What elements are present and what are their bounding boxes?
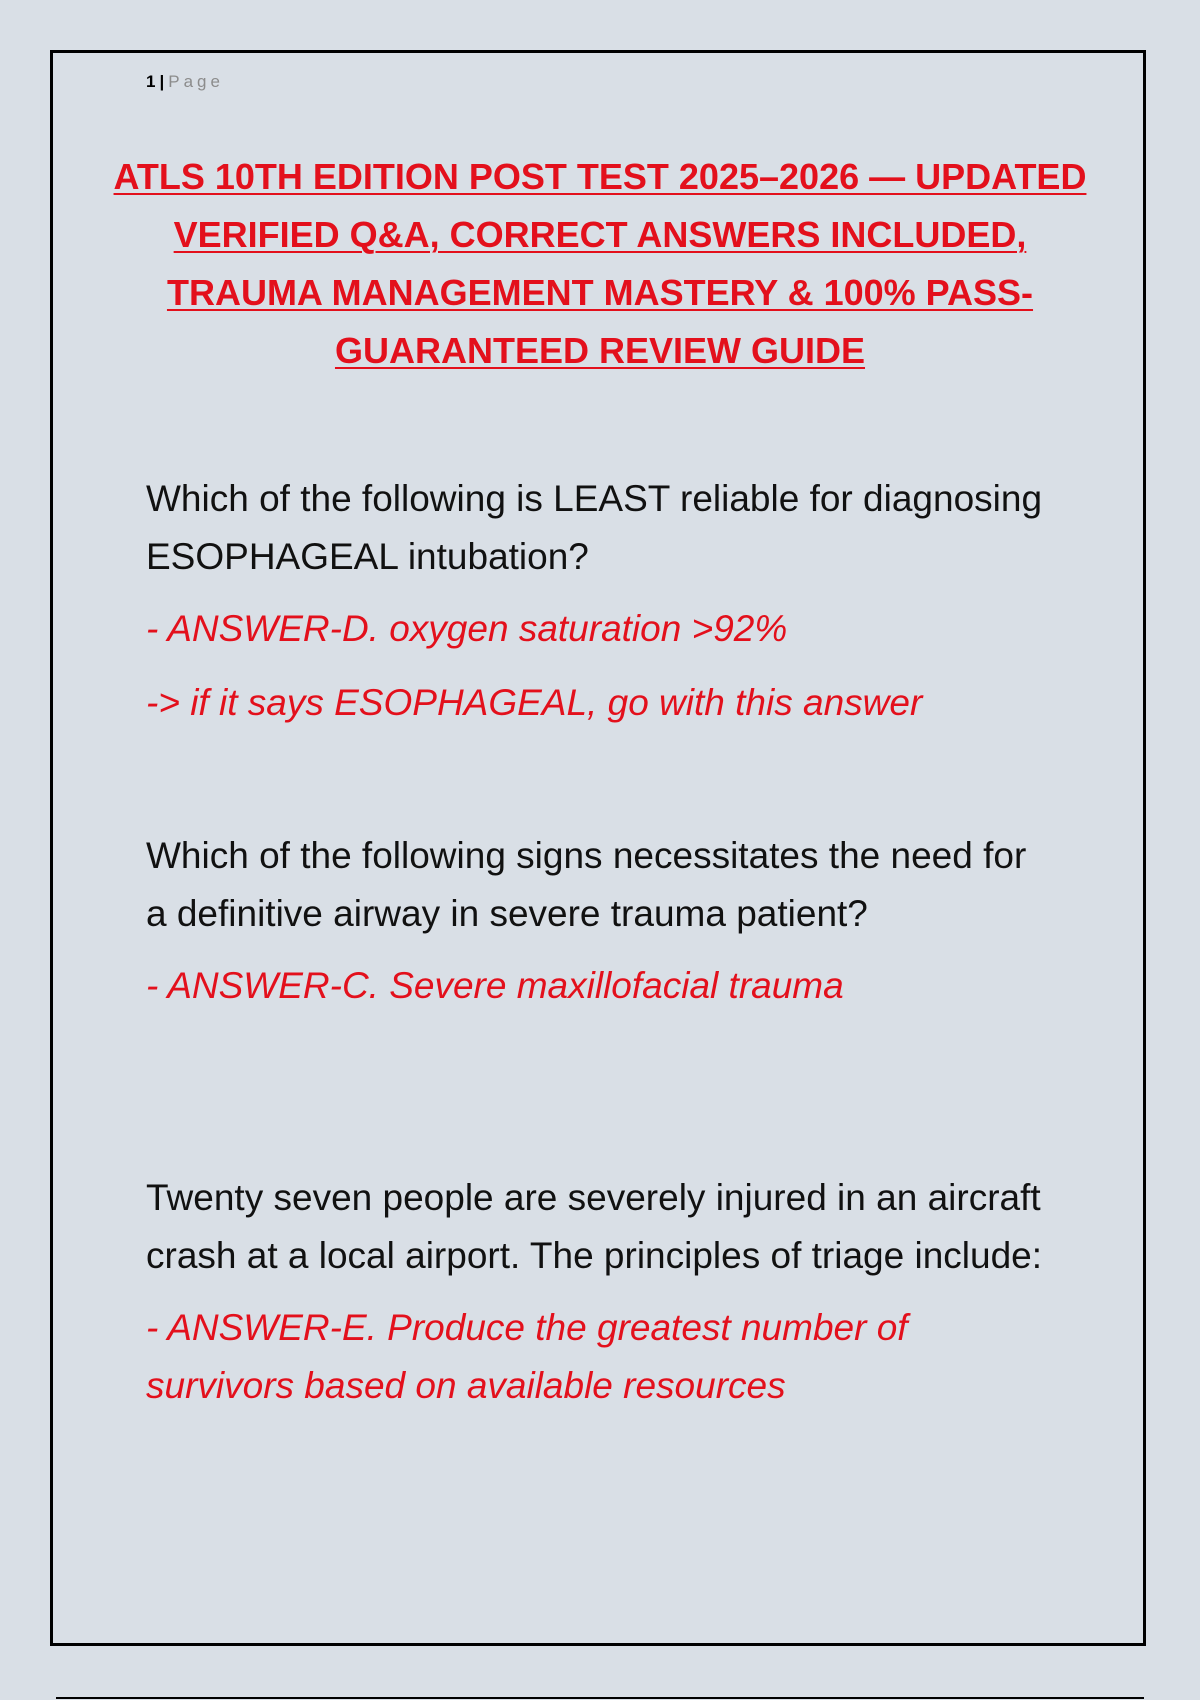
- page-number-label: Page: [168, 72, 224, 91]
- question-text: Twenty seven people are severely injured in an aircraft crash at a local airport. The principles of triage include:: [146, 1177, 1043, 1276]
- answer-note: -> if it says ESOPHAGEAL, go with this answer: [146, 682, 923, 723]
- page-number-separator: |: [159, 72, 166, 91]
- qa-item-3: [146, 1169, 1046, 1415]
- answer-text: - ANSWER-E. Produce the greatest number of survivors based on available resources: [146, 1307, 908, 1406]
- question-text: Which of the following is LEAST reliable for diagnosing ESOPHAGEAL intubation?: [146, 478, 1043, 577]
- answer-text: - ANSWER-C. Severe maxillofacial trauma: [146, 965, 844, 1006]
- answer-text: - ANSWER-D. oxygen saturation >92%: [146, 608, 788, 649]
- qa-item-1: [146, 470, 1046, 732]
- qa-item-2: [146, 827, 1046, 1015]
- page-number-value: 1: [146, 72, 157, 91]
- document-title: ATLS 10TH EDITION POST TEST 2025–2026 — UPDATED VERIFIED Q&A, CORRECT ANSWERS INCLUDED, TRAUMA MANAGEMENT MASTERY & 100% PASS-GUARANTEED REVIEW GUIDE: [113, 156, 1087, 371]
- question-text: Which of the following signs necessitates the need for a definitive airway in severe trauma patient?: [146, 835, 1027, 934]
- page-number: [146, 72, 224, 92]
- bottom-divider: [56, 1697, 1144, 1699]
